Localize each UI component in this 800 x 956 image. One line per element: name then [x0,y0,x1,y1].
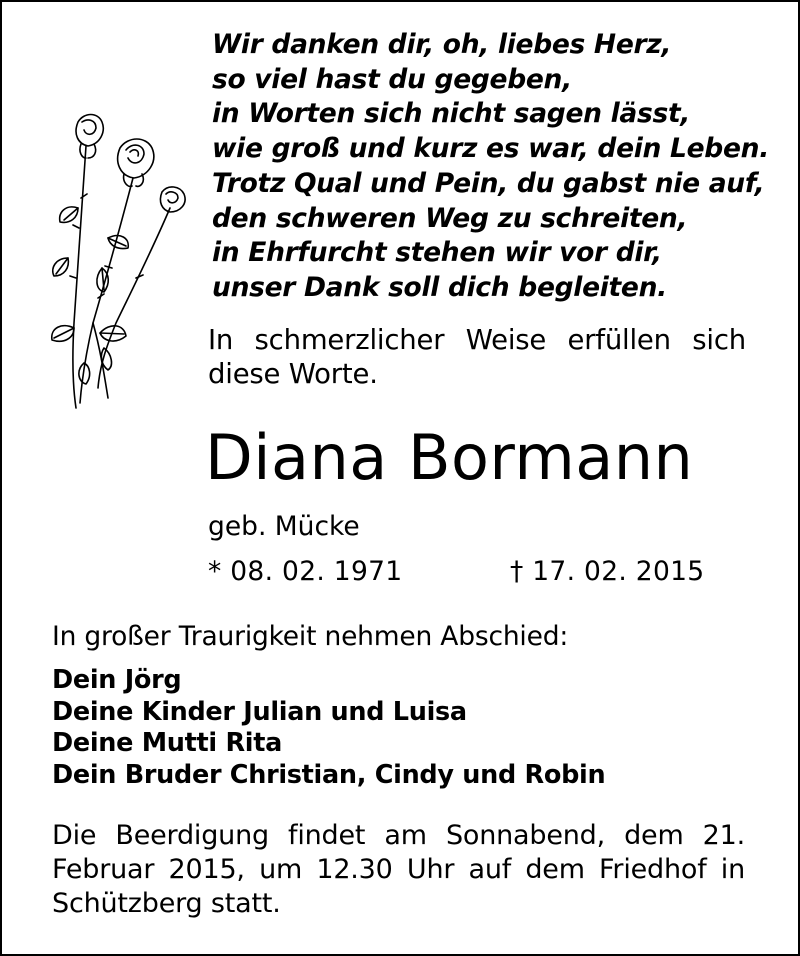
intro-text: In schmerzlicher Weise erfüllen sich diese Worte. [208,324,746,390]
poem-line: wie groß und kurz es war, dein Leben. [212,133,769,165]
roses-illustration-icon [38,108,203,423]
poem-line: den schweren Weg zu schreiten, [212,202,688,234]
deceased-name: Diana Bormann [205,421,694,494]
poem-line: in Ehrfurcht stehen wir vor dir, [212,237,662,269]
poem-line: Wir danken dir, oh, liebes Herz, [212,29,672,60]
birth-date: * 08. 02. 1971 [208,556,403,587]
death-date: † 17. 02. 2015 [510,556,705,587]
maiden-name: geb. Mücke [208,511,360,542]
mourners-intro: In großer Traurigkeit nehmen Abschied: [52,621,569,652]
poem-line: Trotz Qual und Pein, du gabst nie auf, [212,167,765,199]
poem-line: in Worten sich nicht sagen lässt, [212,98,691,130]
memorial-poem [212,28,772,306]
mourner-name: Deine Kinder Julian und Luisa [52,696,467,727]
mourner-name: Dein Jörg [52,665,182,695]
poem-line: unser Dank soll dich begleiten. [212,271,667,303]
poem-line: so viel hast du gegeben, [212,63,572,95]
mourner-name: Deine Mutti Rita [52,728,283,758]
funeral-notice: Die Beerdigung findet am Sonnabend, dem 21. Februar 2015, um 12.30 Uhr auf dem Friedhof in Schützberg statt. [52,820,745,919]
mourner-name: Dein Bruder Christian, Cindy und Robin [52,759,606,790]
mourners-list [52,665,605,791]
